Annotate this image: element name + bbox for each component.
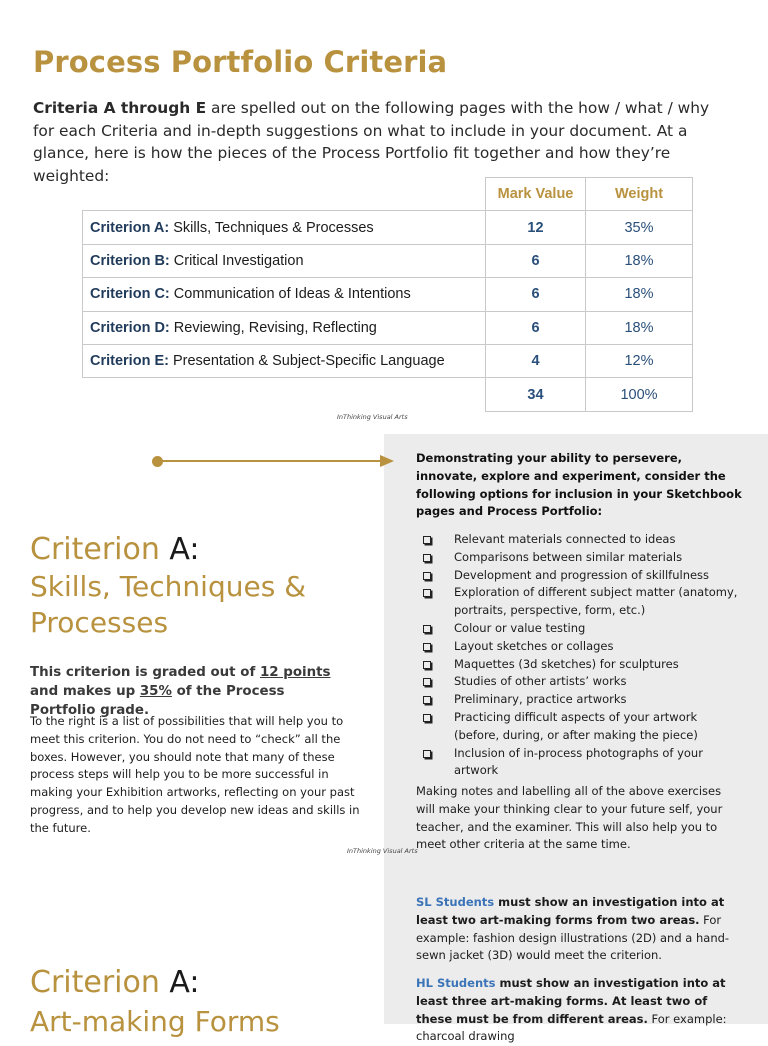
panel-intro: Demonstrating your ability to persevere, innovate, explore and experiment, consider the following options for inclusion in your Sketchbook pages and Process Portfolio:: [416, 451, 742, 519]
criterion-a-subtitle: Skills, Techniques & Processes: [30, 570, 307, 639]
header-weight: Weight: [586, 178, 693, 211]
list-item: [423, 567, 743, 585]
option-text: Comparisons between similar materials: [454, 549, 683, 564]
criterion-name: Critical Investigation: [169, 252, 304, 269]
mark-cell: 12: [486, 211, 586, 244]
checkbox-icon: [423, 696, 431, 704]
header-mark-value: Mark Value: [486, 178, 586, 211]
sl-rest: For example: fashion design illustrations (2D) and a hand-sewn jacket (3D) would meet the criterion.: [416, 912, 730, 963]
graded-statement: [30, 663, 350, 720]
table-row: [83, 344, 693, 377]
option-text: Inclusion of in-process photographs of your artwork: [454, 745, 703, 778]
option-text: Preliminary, practice artworks: [454, 692, 627, 707]
credit-text: InThinking Visual Arts: [337, 413, 408, 421]
checkbox-icon: [423, 625, 431, 633]
hl-requirement: [416, 975, 746, 1046]
page-title: Process Portfolio Criteria: [33, 45, 448, 79]
graded-text-1: This criterion is graded out of: [30, 665, 260, 680]
checkbox-icon: [423, 589, 431, 597]
criterion-name: Reviewing, Revising, Reflecting: [169, 319, 377, 336]
table-total-row: [83, 378, 693, 411]
checkbox-icon: [423, 678, 431, 686]
list-item: [423, 745, 743, 781]
graded-text-2: and makes up: [30, 684, 140, 699]
criterion-a-heading: [30, 532, 200, 567]
hl-bold: must show an investigation into at least three art-making forms. At least two of these must be from different areas.: [416, 976, 726, 1026]
list-item: [423, 531, 743, 549]
total-blank-cell: [83, 378, 486, 411]
checkbox-icon: [423, 714, 431, 722]
criterion-cell: [83, 211, 486, 244]
list-item: [423, 673, 743, 691]
mark-cell: 6: [486, 244, 586, 277]
list-item: [423, 620, 743, 638]
checkbox-icon: [423, 536, 431, 544]
list-item: [423, 584, 743, 620]
option-text: Relevant materials connected to ideas: [454, 532, 676, 546]
graded-text-3: of the Process Portfolio grade.: [30, 684, 285, 718]
table-header-row: [83, 178, 693, 211]
table-row: [83, 311, 693, 344]
criterion-name: Presentation & Subject-Specific Language: [168, 353, 445, 370]
criteria-table: [82, 177, 693, 412]
arrow-head-icon: [380, 455, 394, 467]
sl-requirement: [416, 894, 746, 965]
graded-points: 12 points: [259, 665, 331, 680]
total-mark-cell: 34: [486, 378, 586, 411]
weight-cell: 18%: [586, 278, 693, 311]
list-item: [423, 691, 743, 709]
heading-word-criterion: Criterion: [30, 965, 160, 1000]
list-item: [423, 656, 743, 674]
heading-word-letter: A:: [159, 965, 200, 1000]
arrow-line: [160, 460, 384, 462]
credit-text-2: InThinking Visual Arts: [347, 847, 418, 855]
weight-cell: 18%: [586, 244, 693, 277]
checkbox-icon: [423, 554, 431, 562]
criterion-id: Criterion D:: [90, 319, 170, 336]
criterion-cell: [83, 344, 486, 377]
sl-label: SL Students: [416, 895, 495, 909]
option-text: Practicing difficult aspects of your artwork (before, during, or after making the piece): [454, 709, 698, 742]
mark-cell: 6: [486, 278, 586, 311]
options-checklist: [423, 531, 743, 780]
table-row: [83, 211, 693, 244]
criterion-id: Criterion E:: [90, 353, 169, 370]
criterion-cell: [83, 244, 486, 277]
checkbox-icon: [423, 643, 431, 651]
table-header-blank: [83, 178, 486, 211]
table-row: [83, 278, 693, 311]
option-text: Studies of other artists’ works: [454, 674, 627, 689]
weight-cell: 35%: [586, 211, 693, 244]
option-text: Layout sketches or collages: [454, 638, 614, 653]
option-text: Colour or value testing: [454, 620, 586, 635]
hl-rest: For example: charcoal drawing: [416, 1011, 727, 1044]
criterion-id: Criterion B:: [90, 252, 170, 269]
criterion-name: Communication of Ideas & Intentions: [169, 286, 411, 303]
mark-cell: 6: [486, 311, 586, 344]
graded-percent: 35%: [139, 684, 172, 699]
intro-text: are spelled out on the following pages with the how / what / why for each Criteria and in-depth suggestions on what to include in your document. At a glance, here is how the pieces of the Process Portfolio fit together and how they’re weighted:: [33, 99, 710, 185]
option-text: Exploration of different subject matter (anatomy, portraits, perspective, form, etc.): [454, 585, 738, 618]
list-item: [423, 638, 743, 656]
criterion-a2-subtitle: Art-making Forms: [30, 1005, 280, 1038]
criterion-id: Criterion C:: [90, 286, 170, 303]
weight-cell: 18%: [586, 311, 693, 344]
list-item: [423, 709, 743, 745]
heading-word-letter: A:: [159, 532, 200, 567]
criterion-a2-heading: [30, 965, 200, 1000]
option-text: Development and progression of skillfulness: [454, 567, 710, 582]
checkbox-icon: [423, 661, 431, 669]
criterion-id: Criterion A:: [90, 219, 170, 236]
list-item: [423, 549, 743, 567]
total-weight-cell: 100%: [586, 378, 693, 411]
panel-outro: Making notes and labelling all of the above exercises will make your thinking clear to your future self, your teacher, and the examiner. This will also help you to meet other criteria at the same time.: [416, 784, 723, 852]
mark-cell: 4: [486, 344, 586, 377]
criterion-cell: [83, 278, 486, 311]
intro-paragraph: [33, 97, 733, 187]
heading-word-criterion: Criterion: [30, 532, 160, 567]
criterion-name: Skills, Techniques & Processes: [169, 219, 374, 236]
weight-cell: 12%: [586, 344, 693, 377]
intro-bold: Criteria A through E: [33, 99, 207, 117]
criterion-a-body: To the right is a list of possibilities that will help you to meet this criterion. You do not need to “check” all the boxes. However, you should note that many of these process steps will help you to be more successful in making your Exhibition artworks, reflecting on your past progress, and to help you develop new ideas and skills in the future.: [30, 714, 360, 835]
criterion-cell: [83, 311, 486, 344]
sl-bold: must show an investigation into at least two art-making forms from two areas.: [416, 895, 725, 927]
checkbox-icon: [423, 750, 431, 758]
hl-label: HL Students: [416, 976, 496, 990]
table-row: [83, 244, 693, 277]
checkbox-icon: [423, 572, 431, 580]
option-text: Maquettes (3d sketches) for sculptures: [454, 656, 679, 671]
